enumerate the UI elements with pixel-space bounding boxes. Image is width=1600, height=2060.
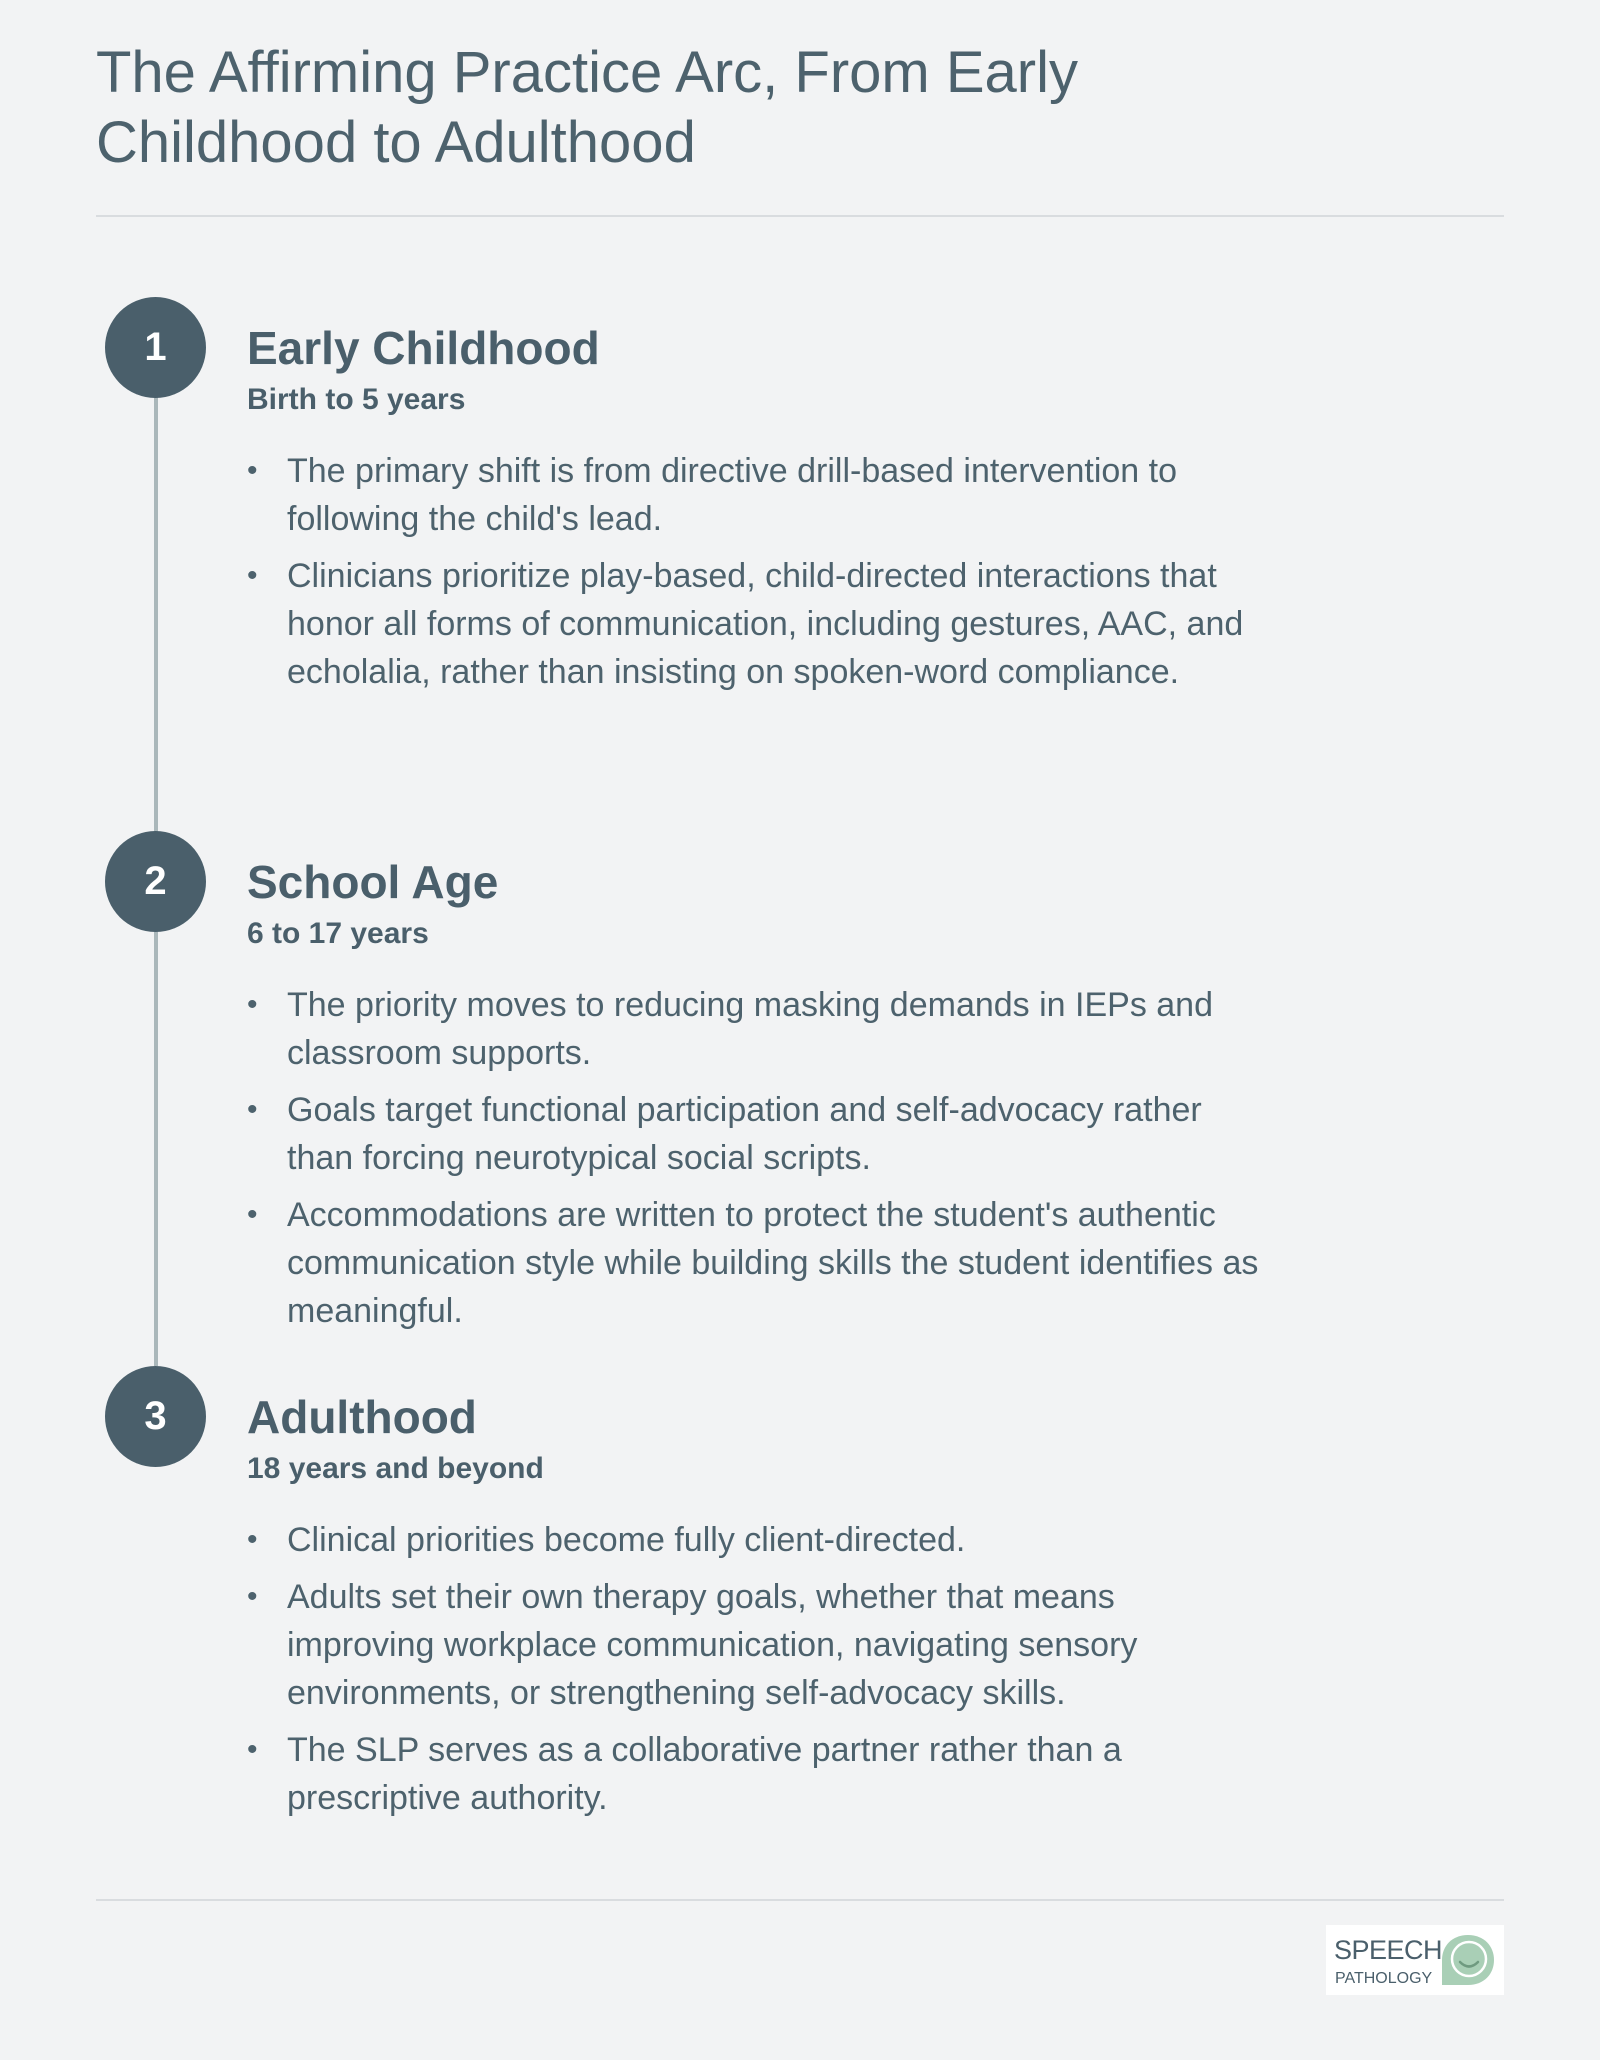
page-title: The Affirming Practice Arc, From Early Childhood to Adulthood	[96, 40, 1078, 175]
bullet-item: • The priority moves to reducing masking demands in IEPs and classroom supports.	[247, 981, 1267, 1077]
speech-pathology-logo	[1326, 1925, 1504, 1995]
stage-heading: Early Childhood	[247, 322, 600, 374]
stage-age-range: 6 to 17 years	[247, 917, 429, 950]
stage-age-range: 18 years and beyond	[247, 1452, 544, 1485]
stage-age-range: Birth to 5 years	[247, 383, 466, 416]
bullet-item: • Clinical priorities become fully client-directed.	[247, 1516, 1267, 1564]
header-divider	[96, 215, 1504, 217]
bullet-item: • Clinicians prioritize play-based, child-directed interactions that honor all forms of communication, including gestures, AAC, and echolalia, rather than insisting on spoken-word compliance.	[247, 552, 1267, 696]
stage-heading: Adulthood	[247, 1391, 477, 1443]
timeline-connector	[154, 914, 158, 1366]
bullet-item: • Adults set their own therapy goals, whether that means improving workplace communication, navigating sensory environments, or strengthening self-advocacy skills.	[247, 1573, 1267, 1717]
bullet-item: • The SLP serves as a collaborative partner rather than a prescriptive authority.	[247, 1726, 1267, 1822]
stage-bullet-list	[247, 1516, 1267, 1831]
stage-heading: School Age	[247, 856, 499, 908]
bullet-item: • Goals target functional participation and self-advocacy rather than forcing neurotypical social scripts.	[247, 1086, 1267, 1182]
speech-bubble-smile-icon	[1438, 1931, 1498, 1989]
bullet-item: • The primary shift is from directive drill-based intervention to following the child's lead.	[247, 447, 1267, 543]
logo-text-primary: SPEECH	[1334, 1935, 1443, 1965]
stage-number-badge: 1	[105, 297, 206, 398]
bullet-item: • Accommodations are written to protect the student's authentic communication style while building skills the student identifies as meaningful.	[247, 1191, 1267, 1335]
footer-divider	[96, 1899, 1504, 1901]
logo-text-secondary: PATHOLOGY	[1335, 1970, 1433, 1987]
stage-bullet-list	[247, 981, 1267, 1344]
stage-bullet-list	[247, 447, 1267, 705]
timeline-connector	[154, 380, 158, 832]
stage-number-badge: 2	[105, 831, 206, 932]
stage-number-badge: 3	[105, 1366, 206, 1467]
